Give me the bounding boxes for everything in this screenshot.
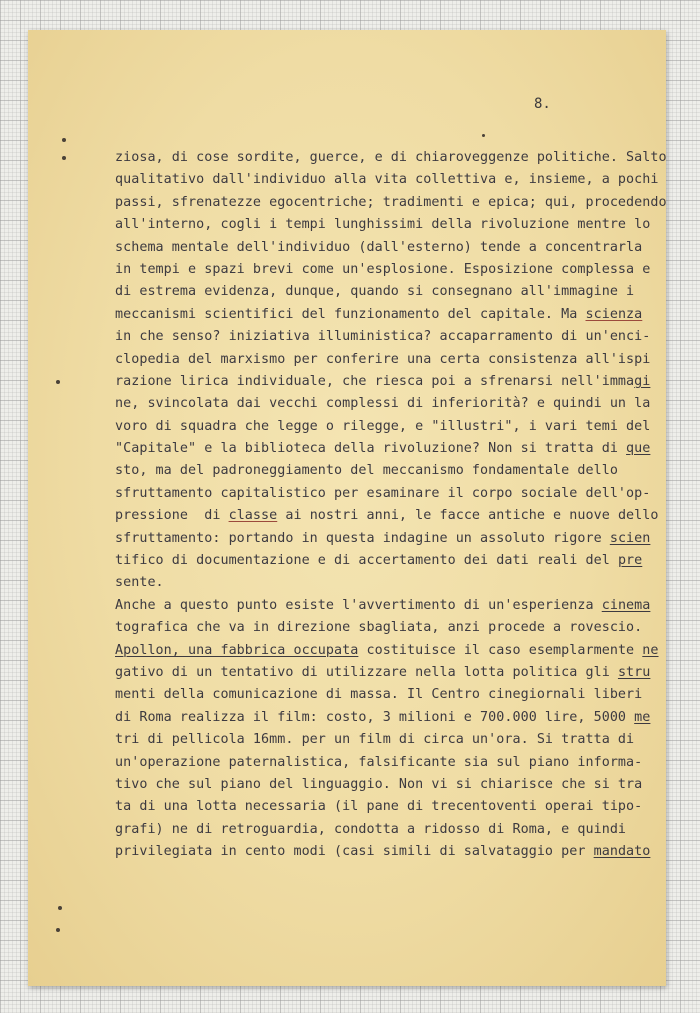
text-line: ziosa, di cose sordite, guerce, e di chiaroveggenze politiche. Salto <box>115 150 667 165</box>
text-line: schema mentale dell'individuo (dall'esterno) tende a concentrarla <box>115 239 643 255</box>
text-line: sente. <box>115 575 164 591</box>
text-line: in tempi e spazi brevi come un'esplosione. Esposizione complessa e <box>115 261 651 277</box>
text-line: privilegiata in cento modi (casi simili di salvataggio per mandato <box>115 844 651 860</box>
text-line: menti della comunicazione di massa. Il Centro cinegiornali liberi <box>115 687 643 703</box>
page-number: 8. <box>534 96 551 112</box>
text-line: tivo che sul piano del linguaggio. Non vi si chiarisce che si tra <box>115 776 643 792</box>
underlined-word: ne <box>642 642 659 658</box>
punch-hole-mark <box>62 156 66 160</box>
text-line: tifico di documentazione e di accertamento dei dati reali del pre <box>115 553 643 569</box>
underlined-word: me <box>634 709 651 725</box>
text-line: Apollon, una fabbrica occupata costituisce il caso esemplarmente ne <box>115 642 659 658</box>
text-line: pressione di classe ai nostri anni, le facce antiche e nuove dello <box>115 508 659 524</box>
underlined-title: Apollon, una fabbrica occupata <box>115 642 359 658</box>
punch-hole-mark <box>56 380 60 384</box>
text-line: tografica che va in direzione sbagliata, anzi procede a rovescio. <box>115 620 643 636</box>
text-line: sto, ma del padroneggiamento del meccanismo fondamentale dello <box>115 463 618 479</box>
document-page <box>28 30 666 986</box>
text-line: "Capitale" e la biblioteca della rivoluzione? Non si tratta di que <box>115 441 651 457</box>
text-line: razione lirica individuale, che riesca poi a sfrenarsi nell'immagi <box>115 373 651 389</box>
text-line: Anche a questo punto esiste l'avvertimento di un'esperienza cinema <box>115 597 651 613</box>
text-line: di Roma realizza il film: costo, 3 milioni e 700.000 lire, 5000 me <box>115 709 651 725</box>
text-line: gativo di un tentativo di utilizzare nella lotta politica gli stru <box>115 664 651 680</box>
text-line: sfruttamento: portando in questa indagine un assoluto rigore scien <box>115 530 651 546</box>
underlined-word: mandato <box>593 844 651 860</box>
underlined-word: pre <box>617 553 643 569</box>
text-line: passi, sfrenatezze egocentriche; tradimenti e epica; qui, procedendo <box>115 194 667 210</box>
punch-hole-mark <box>56 928 60 932</box>
text-line: meccanismi scientifici del funzionamento del capitale. Ma scienza <box>115 306 643 322</box>
punch-hole-mark <box>58 906 62 910</box>
text-line: di estrema evidenza, dunque, quando si consegnano all'immagine i <box>115 284 635 300</box>
underlined-word: que <box>626 441 651 457</box>
underlined-word: scien <box>609 530 651 546</box>
text-line: ta di una lotta necessaria (il pane di trecentoventi operai tipo- <box>115 799 643 815</box>
underlined-word: gi <box>634 373 651 389</box>
punch-hole-mark <box>62 138 66 142</box>
underlined-word: stru <box>617 664 651 680</box>
text-line: un'operazione paternalistica, falsificante sia sul piano informa- <box>115 754 643 770</box>
typed-body-text <box>115 147 667 864</box>
text-line: tri di pellicola 16mm. per un film di circa un'ora. Si tratta di <box>115 732 635 748</box>
underlined-word: cinema <box>601 597 651 613</box>
underlined-word: scienza <box>585 306 643 322</box>
text-line: clopedia del marxismo per conferire una certa consistenza all'ispi <box>115 351 651 367</box>
underlined-word: classe <box>228 508 278 524</box>
text-line: qualitativo dall'individuo alla vita collettiva e, insieme, a pochi <box>115 172 659 188</box>
text-line: in che senso? iniziativa illuministica? accaparramento di un'enci- <box>115 329 651 345</box>
text-line: ne, svincolata dai vecchi complessi di inferiorità? e quindi un la <box>115 396 651 412</box>
text-line: grafi) ne di retroguardia, condotta a ridosso di Roma, e quindi <box>115 821 627 837</box>
text-line: sfruttamento capitalistico per esaminare il corpo sociale dell'op- <box>115 485 651 501</box>
text-line: all'interno, cogli i tempi lunghissimi della rivoluzione mentre lo <box>115 217 651 233</box>
ink-dot-mark <box>482 134 485 137</box>
text-line: voro di squadra che legge o rilegge, e "illustri", i vari temi del <box>115 418 651 434</box>
